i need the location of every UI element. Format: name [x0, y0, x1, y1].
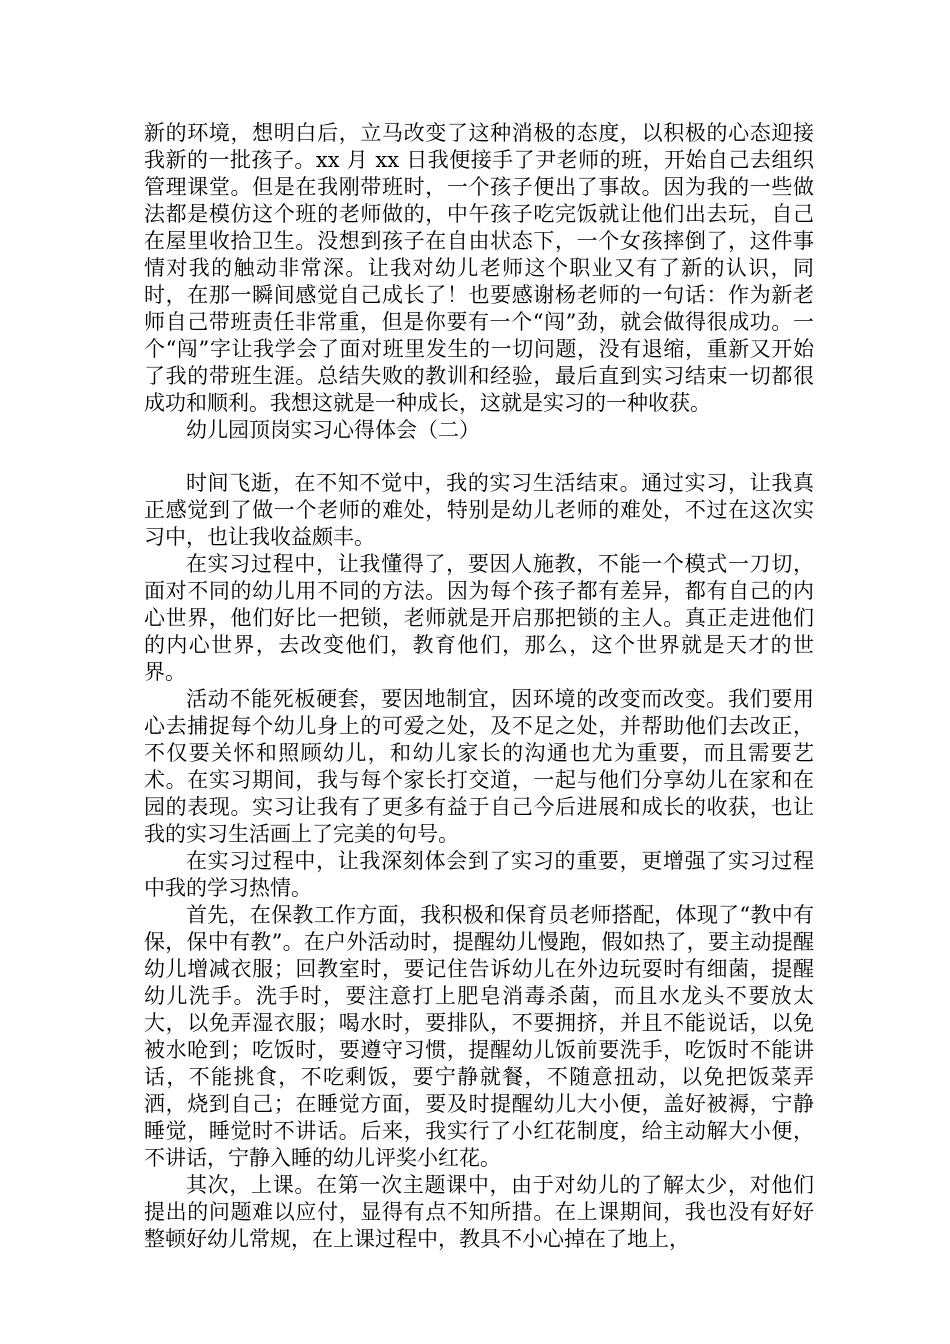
paragraph: 在实习过程中，让我懂得了，要因人施教，不能一个模式一刀切，面对不同的幼儿用不同的方法。因为每个孩子都有差异，都有自己的内心世界，他们好比一把锁，老师就是开启那把锁的主人。真正走进他们的内心世界，去改变他们，教育他们，那么，这个世界就是天才的世界。: [144, 552, 814, 684]
paragraph: 活动不能死板硬套，要因地制宜，因环境的改变而改变。我们要用心去捕捉每个幼儿身上的可爱之处，及不足之处，并帮助他们去改正，不仅要关怀和照顾幼儿，和幼儿家长的沟通也尤为重要，而且需要艺术。在实习期间，我与每个家长打交道，一起与他们分享幼儿在家和在园的表现。实习让我有了更多有益于自己今后进展和成长的收获，也让我的实习生活画上了完美的句号。: [144, 687, 814, 846]
paragraph: 其次，上课。在第一次主题课中，由于对幼儿的了解太少，对他们提出的问题难以应付，显得有点不知所措。在上课期间，我也没有好好整顿好幼儿常规，在上课过程中，教具不小心掉在了地上，: [144, 1173, 814, 1251]
paragraph-continuation: 新的环境，想明白后，立马改变了这种消极的态度，以积极的心态迎接我新的一批孩子。xx 月 xx 日我便接手了尹老师的班，开始自己去组织管理课堂。但是在我刚带班时，一个孩子便出了事故。因为我的一些做法都是模仿这个班的老师做的，中午孩子吃完饭就让他们出去玩，自己在屋里收拾卫生。没想到孩子在自由状态下，一个女孩摔倒了，这件事情对我的触动非常深。让我对幼儿老师这个职业又有了新的认识，同时，在那一瞬间感觉自己成长了！也要感谢杨老师的一句话：作为新老师自己带班责任非常重，但是你要有一个“闯”劲，就会做得很成功。一个“闯”字让我学会了面对班里发生的一切问题，没有退缩，重新又开始了我的带班生涯。总结失败的教训和经验，最后直到实习结束一切都很成功和顺利。我想这就是一种成长，这就是实习的一种收获。: [144, 121, 814, 415]
section-title: 幼儿园顶岗实习心得体会（二）: [186, 418, 480, 442]
paragraph: 首先，在保教工作方面，我积极和保育员老师搭配，体现了“教中有保，保中有教”。在户外活动时，提醒幼儿慢跑，假如热了，要主动提醒幼儿增减衣服；回教室时，要记住告诉幼儿在外边玩耍时有细菌，提醒幼儿洗手。洗手时，要注意打上肥皂消毒杀菌，而且水龙头不要放太大，以免弄湿衣服；喝水时，要排队，不要拥挤，并且不能说话，以免被水呛到；吃饭时，要遵守习惯，提醒幼儿饭前要洗手，吃饭时不能讲话，不能挑食，不吃剩饭，要宁静就餐，不随意扭动，以免把饭菜弄洒，烧到自己；在睡觉方面，要及时提醒幼儿大小便，盖好被褥，宁静睡觉，睡觉时不讲话。后来，我实行了小红花制度，给主动解大小便，不讲话，宁静入睡的幼儿评奖小红花。: [144, 903, 814, 1170]
document-body: [144, 120, 814, 1253]
paragraph: 时间飞逝，在不知不觉中，我的实习生活结束。通过实习，让我真正感觉到了做一个老师的难处，特别是幼儿老师的难处，不过在这次实习中，也让我收益颇丰。: [144, 471, 814, 549]
paragraph: 在实习过程中，让我深刻体会到了实习的重要，更增强了实习过程中我的学习热情。: [144, 849, 814, 900]
